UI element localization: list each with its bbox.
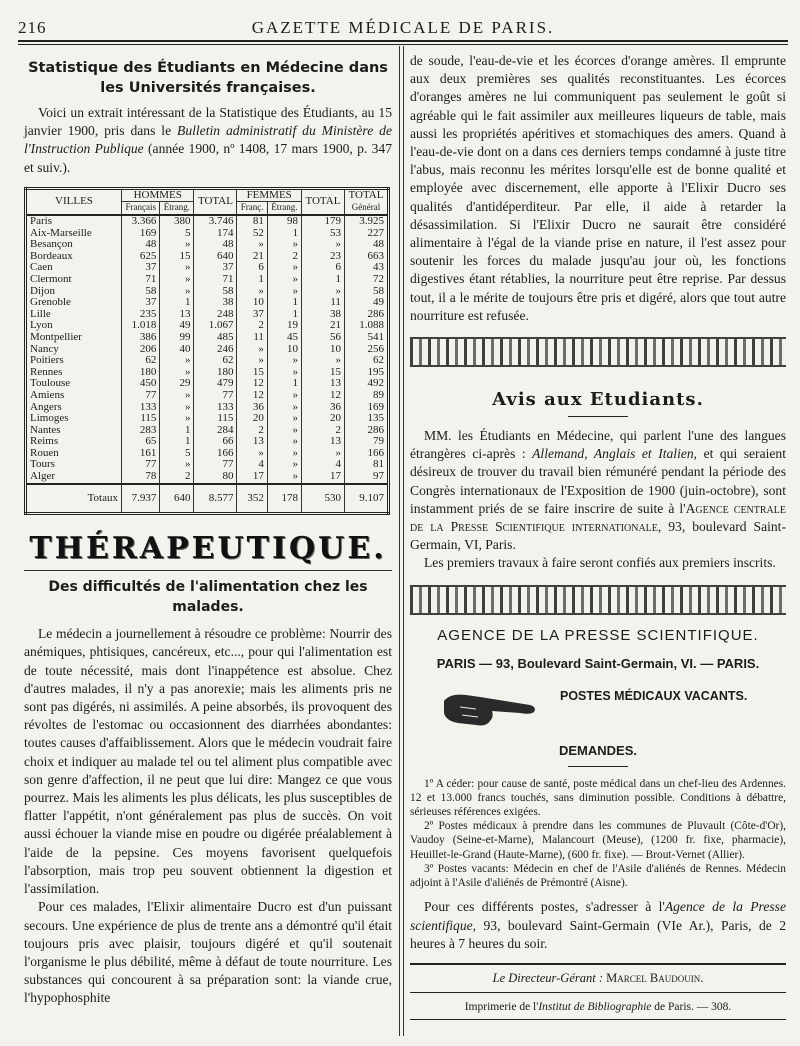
table-city: Reims: [30, 435, 59, 448]
table-cell: 3.925: [344, 215, 388, 228]
table-row: [26, 297, 389, 309]
table-row: [26, 390, 389, 402]
contact-text: Pour ces différents postes, s'adresser à l': [424, 899, 665, 915]
table-cell: 3.746: [194, 215, 237, 228]
avis-title: Avis aux Etudiants.: [492, 389, 704, 411]
therapeutique-paragraph-1: Le médecin a journellement à résoudre ce problème: Nourrir des anémiques, phtisiques, cancéreux, etc..., pour qui l'alimentation est de toute nécessité, mais dont l'inappétence est absolue. Chez d'autres malades, il n'y a pas anorexie; mais les aliments pris ne sont pas digérés, ni assimilés. A peine absorbés, ils provoquent des révoltes de l'estomac ou occasionnent des diarrhées abondantes: toutes causes d'affaiblissement. Alors que le médecin voudrait faire choix et indiquer au malade tel ou tel aliment plus compatible avec son genre d'affection, il ne peut que lui dire: Mangez ce que vous pourrez. Mais les aliments les plus délicats, les plus susceptibles de flatter l'appétit, n'ont généralement pas plus de succès. On voit aussi échouer la viande mise en poudre ou digérée préalablement à l'aide de la pepsine. Ces moyens favorisent quelquefois l'absorption, mais trop peu souvent obtiennent la digestion et l'assimilation.: [24, 626, 392, 897]
table-cell: 71: [122, 274, 160, 286]
table-cell: 485: [194, 332, 237, 344]
table-cell: 246: [194, 344, 237, 356]
table-cell: 62: [194, 355, 237, 367]
table-cell: 1: [160, 425, 194, 437]
table-cell: 71: [194, 274, 237, 286]
table-city: Nantes: [30, 423, 61, 436]
table-cell: 49: [160, 320, 194, 332]
table-cell: 36: [301, 402, 344, 414]
table-row: [26, 228, 389, 240]
table-cell: 179: [301, 215, 344, 228]
table-cell: »: [160, 355, 194, 367]
demandes-title: DEMANDES.: [558, 742, 637, 758]
table-cell: 37: [122, 262, 160, 274]
table-cell: »: [301, 239, 344, 251]
table-cell: 479: [194, 378, 237, 390]
table-city: Poitiers: [30, 354, 64, 367]
table-cell: 256: [344, 344, 388, 356]
table-cell: 1: [267, 309, 301, 321]
total-cell: 8.577: [194, 484, 237, 514]
table-cell: »: [301, 448, 344, 460]
table-city: Lyon: [30, 319, 53, 332]
imprint: [410, 1001, 786, 1020]
table-city: Tours: [30, 458, 55, 471]
table-cell: »: [267, 262, 301, 274]
table-cell: 10: [267, 344, 301, 356]
table-cell: 115: [122, 413, 160, 425]
header-villes: VILLES: [26, 188, 122, 215]
table-cell: 19: [267, 320, 301, 332]
table-cell: 166: [194, 448, 237, 460]
bulletin-title: Bulletin administratif du Ministère de l'Instruction Publique: [24, 123, 392, 157]
signature-label: Le Directeur-Gérant :: [492, 970, 604, 985]
table-cell: 386: [122, 332, 160, 344]
table-city: Toulouse: [30, 377, 71, 390]
table-city: Amiens: [30, 388, 65, 401]
table-cell: 13: [237, 436, 267, 448]
table-cell: 2: [301, 425, 344, 437]
table-cell: 56: [301, 332, 344, 344]
table-cell: 62: [122, 355, 160, 367]
table-cell: 2: [237, 425, 267, 437]
statistics-title: Statistique des Étudiants en Médecine dans les Universités françaises.: [28, 60, 388, 96]
demandes-rule: [568, 766, 628, 767]
table-cell: 79: [344, 436, 388, 448]
pointing-hand-icon: [440, 687, 540, 731]
table-cell: »: [267, 402, 301, 414]
table-cell: 49: [344, 297, 388, 309]
table-cell: 180: [122, 367, 160, 379]
table-cell: 17: [301, 471, 344, 484]
table-cell: »: [160, 459, 194, 471]
table-cell: 11: [301, 297, 344, 309]
table-cell: 1: [160, 297, 194, 309]
avis-paragraph-1: [410, 427, 786, 554]
postes-header: [410, 683, 786, 743]
table-cell: 174: [194, 228, 237, 240]
imprint-number: de Paris. — 308.: [651, 1000, 732, 1013]
table-cell: 135: [344, 413, 388, 425]
table-city: Clermont: [30, 272, 72, 285]
table-row: [26, 332, 389, 344]
right-column: [410, 52, 786, 1020]
table-cell: 62: [344, 355, 388, 367]
table-cell: »: [267, 413, 301, 425]
table-cell: 640: [194, 251, 237, 263]
avis-address: , 93, boulevard Saint-Germain, VI, Paris.: [410, 519, 786, 553]
table-city: Besançon: [30, 238, 73, 251]
statistics-table: [24, 187, 390, 515]
table-cell: »: [267, 459, 301, 471]
table-city: Aix-Marseille: [30, 226, 92, 239]
table-cell: 1.088: [344, 320, 388, 332]
therapeutique-paragraph-2: Pour ces malades, l'Elixir alimentaire Ducro est d'un puissant secours. Une expérience de plus de trente ans a démontré qu'il était toujours pris avec plaisir, toujours digéré et qu'il soutenait l'organisme le plus débilité, même à défaut de toute nourriture. Les substances qui concourent à sa préparation sont: la viande crue, l'hypophosphite: [24, 899, 392, 1006]
table-cell: 58: [344, 286, 388, 298]
subheader-francais: Français: [122, 202, 160, 215]
table-cell: 48: [122, 239, 160, 251]
table-cell: »: [237, 239, 267, 251]
table-cell: 13: [301, 436, 344, 448]
table-cell: 43: [344, 262, 388, 274]
agence-presse-name: Agence de la Presse scientifique: [410, 899, 786, 933]
table-row: [26, 251, 389, 263]
total-cell: 640: [160, 484, 194, 514]
table-city: Caen: [30, 261, 53, 274]
table-cell: 5: [160, 228, 194, 240]
table-cell: 20: [237, 413, 267, 425]
table-cell: 77: [122, 390, 160, 402]
table-cell: 625: [122, 251, 160, 263]
table-cell: 45: [267, 332, 301, 344]
table-cell: 17: [237, 471, 267, 484]
table-cell: »: [160, 402, 194, 414]
table-cell: 48: [194, 239, 237, 251]
table-cell: 4: [237, 459, 267, 471]
table-cell: 12: [301, 390, 344, 402]
table-cell: 81: [237, 215, 267, 228]
table-cell: »: [237, 344, 267, 356]
table-cell: »: [267, 448, 301, 460]
table-cell: 37: [122, 297, 160, 309]
table-city: Rouen: [30, 446, 59, 459]
table-cell: 36: [237, 402, 267, 414]
table-cell: 12: [237, 390, 267, 402]
table-cell: 77: [194, 390, 237, 402]
table-city: Nancy: [30, 342, 59, 355]
table-cell: 169: [122, 228, 160, 240]
table-cell: 10: [301, 344, 344, 356]
table-cell: »: [160, 239, 194, 251]
page-number: 216: [18, 18, 47, 37]
avis-paragraph-2: Les premiers travaux à faire seront confiés aux premiers inscrits.: [424, 555, 776, 571]
table-cell: »: [160, 274, 194, 286]
table-row: [26, 355, 389, 367]
therapeutique-title: Des difficultés de l'alimentation chez les malades.: [48, 579, 368, 616]
table-row: [26, 471, 389, 484]
table-cell: 283: [122, 425, 160, 437]
table-cell: »: [301, 355, 344, 367]
table-cell: »: [160, 367, 194, 379]
total-cell: 530: [301, 484, 344, 514]
left-column: [24, 52, 392, 1008]
contact-address: , 93, boulevard Saint-Germain (VIe Ar.), Paris, de 2 heures à 7 heures du soir.: [410, 917, 786, 951]
table-cell: 248: [194, 309, 237, 321]
table-totals-row: [26, 484, 389, 514]
subheader-etrangers: Étrang.: [160, 202, 194, 215]
intro-text: Voici un extrait intéressant de la Statistique des Étudiants, au 15 janvier 1900, pris dans le: [24, 105, 392, 139]
table-cell: 1: [160, 436, 194, 448]
signature-box: [410, 963, 786, 993]
table-cell: 21: [301, 320, 344, 332]
table-cell: 5: [160, 448, 194, 460]
avis-text-middle: et qui seraient désireux de trouver du travail bien rémunéré pendant la période des Congrès internationaux de l'Exposition de 1900 (juin-octobre), sont instamment priés de se faire inscrire de suite à l': [410, 446, 786, 516]
postes-title: POSTES MÉDICAUX VACANTS.: [560, 688, 748, 703]
intro-text-end: (année 1900, nº 1408, 17 mars 1900, p. 347 et suiv.).: [24, 141, 392, 175]
table-cell: 1.067: [194, 320, 237, 332]
table-city: Dijon: [30, 284, 56, 297]
total-cell: 352: [237, 484, 267, 514]
table-cell: 663: [344, 251, 388, 263]
ornamental-border-2: [410, 585, 786, 615]
table-cell: 15: [237, 367, 267, 379]
table-city: Lille: [30, 307, 51, 320]
table-cell: »: [160, 390, 194, 402]
table-cell: 195: [344, 367, 388, 379]
table-cell: 77: [194, 459, 237, 471]
table-cell: 4: [301, 459, 344, 471]
table-cell: »: [267, 367, 301, 379]
total-cell: 178: [267, 484, 301, 514]
table-cell: 97: [344, 471, 388, 484]
table-cell: 133: [122, 402, 160, 414]
section-rule: [24, 570, 392, 571]
therapeutique-banner: THÉRAPEUTIQUE.: [29, 531, 387, 567]
total-cell: 7.937: [122, 484, 160, 514]
table-cell: 133: [194, 402, 237, 414]
table-row: [26, 448, 389, 460]
table-cell: 13: [301, 378, 344, 390]
table-cell: 1: [301, 274, 344, 286]
table-cell: 380: [160, 215, 194, 228]
table-cell: »: [267, 274, 301, 286]
table-cell: 6: [237, 262, 267, 274]
page-header: [18, 18, 788, 40]
subheader-francaises: Franç.: [237, 202, 267, 215]
table-city: Montpellier: [30, 330, 82, 343]
table-cell: 13: [160, 309, 194, 321]
table-cell: 29: [160, 378, 194, 390]
statistics-table-body: [26, 215, 389, 514]
table-cell: 2: [267, 251, 301, 263]
table-cell: 66: [194, 436, 237, 448]
totals-label: Totaux: [26, 484, 122, 514]
agence-title: AGENCE DE LA PRESSE SCIENTIFIQUE.: [437, 626, 759, 644]
table-cell: 20: [301, 413, 344, 425]
poste-item-2: 2º Postes médicaux à prendre dans les communes de Pluvault (Côte-d'Or), Vaudoy (Seine-et-Marne), Malancourt (Meuse), (1200 fr. fixe, pharmacie), Heuillet-le-Grand (Haute-Marne), (600 fr. fixe). — Brout-Vernet (Allier).: [410, 820, 786, 861]
signature-name: Marcel Baudouin.: [606, 970, 704, 985]
ornamental-border: [410, 337, 786, 367]
table-cell: 77: [122, 459, 160, 471]
header-rule-thin: [18, 44, 788, 45]
table-cell: 99: [160, 332, 194, 344]
agence-name: Agence centrale de la Presse Scientifique internationale: [410, 500, 786, 535]
header-total-general: [344, 188, 388, 215]
table-cell: 15: [301, 367, 344, 379]
table-cell: 541: [344, 332, 388, 344]
table-cell: 161: [122, 448, 160, 460]
table-cell: 21: [237, 251, 267, 263]
table-cell: 2: [237, 320, 267, 332]
header-hommes: HOMMES: [122, 188, 194, 202]
column-divider-inner: [403, 46, 404, 1036]
total-cell: 9.107: [344, 484, 388, 514]
table-cell: »: [267, 239, 301, 251]
poste-item-1: 1º A céder: pour cause de santé, poste médical dans un chef-lieu des Ardennes. 12 et 13.000 francs touchés, sans diminution possible. Conditions à débattre, sérieuses références exigées.: [410, 777, 786, 819]
header-femmes: FEMMES: [237, 188, 302, 202]
table-cell: 2: [160, 471, 194, 484]
general-label: Général: [351, 201, 381, 212]
table-cell: 72: [344, 274, 388, 286]
table-cell: 284: [194, 425, 237, 437]
table-cell: 23: [301, 251, 344, 263]
table-cell: 37: [194, 262, 237, 274]
table-cell: 12: [237, 378, 267, 390]
header-total-femmes: TOTAL: [301, 188, 344, 215]
table-cell: 98: [267, 215, 301, 228]
table-row: [26, 344, 389, 356]
table-cell: »: [301, 286, 344, 298]
table-cell: 89: [344, 390, 388, 402]
table-city: Rennes: [30, 365, 63, 378]
table-cell: 38: [301, 309, 344, 321]
table-row: [26, 215, 389, 228]
table-cell: »: [267, 390, 301, 402]
table-cell: 40: [160, 344, 194, 356]
imprint-institute: Institut de Bibliographie: [538, 1000, 652, 1013]
total-label: TOTAL: [348, 189, 384, 202]
table-row: [26, 262, 389, 274]
table-cell: 166: [344, 448, 388, 460]
agence-address: PARIS — 93, Boulevard Saint-Germain, VI. — PARIS.: [436, 655, 760, 671]
journal-title: GAZETTE MÉDICALE DE PARIS.: [251, 18, 555, 37]
table-cell: »: [267, 425, 301, 437]
table-city: Paris: [30, 215, 52, 227]
table-cell: »: [237, 355, 267, 367]
table-cell: 38: [194, 297, 237, 309]
table-city: Angers: [30, 400, 62, 413]
table-row: [26, 274, 389, 286]
table-cell: 37: [237, 309, 267, 321]
table-cell: »: [267, 355, 301, 367]
table-cell: 1: [267, 297, 301, 309]
table-cell: 78: [122, 471, 160, 484]
table-cell: 206: [122, 344, 160, 356]
poste-item-3: 3º Postes vacants: Médecin en chef de l'Asile d'aliénés de Rennes. Médecin adjoint à l'Asile d'aliénés de Prémontré (Aisne).: [410, 862, 786, 890]
table-cell: 80: [194, 471, 237, 484]
table-cell: »: [267, 436, 301, 448]
table-cell: 286: [344, 309, 388, 321]
table-cell: »: [160, 262, 194, 274]
imprint-text: Imprimerie de l': [464, 1000, 539, 1013]
table-cell: »: [237, 448, 267, 460]
table-city: Limoges: [30, 412, 69, 425]
table-cell: 1: [267, 228, 301, 240]
table-cell: 65: [122, 436, 160, 448]
table-cell: 115: [194, 413, 237, 425]
table-row: [26, 436, 389, 448]
table-cell: 81: [344, 459, 388, 471]
therapeutique-paragraph-3: de soude, l'eau-de-vie et les écorces d'orange amères. Il emprunte aux deux premières ses qualités reconstituantes. Les écorces d'oranges amères ne lui communiquent pas seulement le goût si agréable qui le fait assimiler aux meilleures liqueurs de table, mais aussi les propriétés apéritives et stomachiques des amers. Quand à l'eau-de-vie dont on a dans ces derniers temps condamné à juste titre l'abus, mais reconnu les mérites lorsqu'elle est de bonne qualité et employée avec discernement, elle apporte à l'Elixir Ducro ses qualités d'antidéperditeur. Par elle, il aide à retarder la désassimilation. Si l'Elixir Ducro ne saurait être considéré alimentaire à l'égal de la viande prise en nature, il l'est assez pour soutenir les forces du malade jusqu'au jour où, les fonctions digestives étant rétablies, la nourriture peut être reprise. Par dessus tout, il a le mérite de toujours être pris et digéré, alors que tout autre nourriture est refusée.: [410, 53, 786, 323]
table-city: Grenoble: [30, 296, 71, 309]
avis-rule: [568, 416, 628, 417]
table-city: Bordeaux: [30, 249, 73, 262]
table-row: [26, 413, 389, 425]
table-cell: 11: [237, 332, 267, 344]
table-cell: 169: [344, 402, 388, 414]
table-cell: 58: [194, 286, 237, 298]
table-cell: »: [160, 413, 194, 425]
contact-paragraph: [410, 898, 786, 953]
table-cell: 52: [237, 228, 267, 240]
table-cell: 15: [160, 251, 194, 263]
table-cell: 3.366: [122, 215, 160, 228]
table-cell: »: [237, 286, 267, 298]
table-cell: 1: [267, 378, 301, 390]
header-rule: [18, 40, 788, 42]
table-cell: 1: [237, 274, 267, 286]
table-cell: »: [160, 286, 194, 298]
avis-text: MM. les Étudiants en Médecine, qui parlent l'une des langues étrangères ci-après :: [410, 428, 786, 462]
table-cell: 48: [344, 239, 388, 251]
table-cell: 286: [344, 425, 388, 437]
subheader-etrangeres: Étrang.: [267, 202, 301, 215]
table-cell: 1.018: [122, 320, 160, 332]
column-divider: [399, 46, 400, 1036]
table-cell: 6: [301, 262, 344, 274]
table-cell: 450: [122, 378, 160, 390]
table-cell: 235: [122, 309, 160, 321]
table-cell: 58: [122, 286, 160, 298]
table-city: Alger: [30, 470, 56, 483]
table-cell: 10: [237, 297, 267, 309]
table-cell: 492: [344, 378, 388, 390]
table-cell: 227: [344, 228, 388, 240]
table-cell: 180: [194, 367, 237, 379]
languages-list: Allemand, Anglais et Italien,: [532, 446, 698, 462]
statistics-intro: [24, 104, 392, 177]
header-total-hommes: TOTAL: [194, 188, 237, 215]
table-cell: 53: [301, 228, 344, 240]
table-cell: »: [267, 471, 301, 484]
table-cell: »: [267, 286, 301, 298]
